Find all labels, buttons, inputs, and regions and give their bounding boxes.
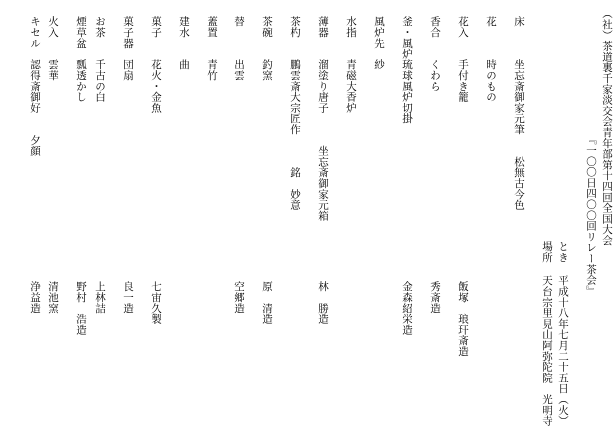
row-item: 溜塗り唐子 坐忘斎御家元箱 [317,59,329,221]
row-label: 床 [513,16,525,27]
row-maker: 原 清造 [261,281,273,325]
row-item: 花火・金魚 [150,59,162,113]
row-label: 蓋置 [206,16,218,38]
place-label: 場所 [541,241,553,263]
row-label: 菓子器 [122,16,134,49]
row-item: 青竹 [206,59,218,81]
row-item: 琉球風炉切掛 [401,59,413,124]
row-maker: 七宙久製 [150,281,162,325]
row-maker: 飯塚 琅玕斎造 [457,281,469,357]
row-item: 出雲 [233,59,245,81]
row-label: 水指 [345,16,357,38]
row-item: 紗 [373,59,385,70]
row-label: 花 [485,16,497,27]
row-item: 手付き籠 [457,59,469,103]
event-title: 『一〇〇日四〇〇回リレー茶会』 [585,134,597,296]
row-item: 青磁大香炉 [345,59,357,113]
row-item: 認得斎御好 夕顔 [29,59,41,157]
row-label: 薄器 [317,16,329,38]
place-value: 天台宗里見山阿弥陀院 光明寺 [541,275,553,427]
row-maker: 上林詰 [94,281,106,314]
date-value: 平成十八年七月二十五日（火） [557,275,569,427]
row-label: 釜・風炉 [401,16,413,60]
row-maker: 金森紹栄造 [401,281,413,335]
row-maker: 浄益造 [29,281,41,314]
row-label: 風炉先 [373,16,385,49]
row-maker: 野村 浩造 [75,281,87,335]
row-item: 時のもの [485,59,497,103]
row-item: 鵬雲斎大宗匠作 銘 妙意 [289,59,301,211]
row-item: 釣窯 [261,59,273,81]
row-maker: 秀斎造 [429,281,441,314]
row-label: 花入 [457,16,469,38]
organizer-title: （社）茶道裏千家淡交会青年部第十四回全国大会 [601,8,613,246]
row-label: キセル [29,16,41,49]
row-item: 曲 [178,59,190,70]
row-label: 火入 [47,16,59,38]
row-item: 瓢透かし [75,59,87,103]
row-maker: 良一造 [122,281,134,314]
row-item: くわら [429,59,441,92]
row-item: 坐忘斎御家元筆 松無古今色 [513,59,525,211]
row-label: 替 [233,16,245,27]
row-label: お茶 [94,16,106,38]
row-label: 建水 [178,16,190,38]
row-item: 雲華 [47,59,59,81]
row-label: 茶碗 [261,16,273,38]
row-label: 煙草盆 [75,16,87,49]
row-maker: 林 勝造 [317,281,329,325]
row-label: 茶杓 [289,16,301,38]
row-label: 香合 [429,16,441,38]
row-maker: 空郷造 [233,281,245,314]
row-label: 菓子 [150,16,162,38]
row-item: 千古の白 [94,59,106,103]
row-item: 団扇 [122,59,134,81]
row-maker: 清池窯 [47,281,59,314]
date-label: とき [557,241,569,263]
